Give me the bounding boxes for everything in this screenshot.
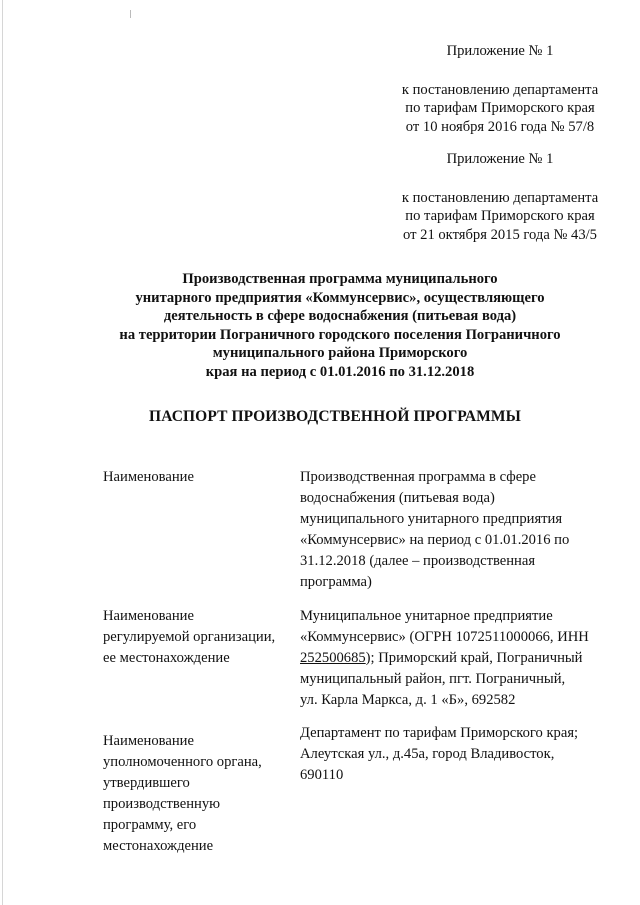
appendix-title: Приложение № 1: [446, 151, 554, 167]
appendix-line: к постановлению департамента: [401, 189, 599, 206]
value-line: ул. Карла Маркса, д. 1 «Б», 692582: [300, 692, 516, 708]
value-line: 31.12.2018 (далее – производственная: [300, 553, 536, 569]
value-line: Производственная программа в сфере: [300, 469, 536, 485]
title-line: унитарного предприятия «Коммунсервис», осуществляющего: [135, 289, 545, 306]
value-line: Алеутская ул., д.45а, город Владивосток,: [300, 746, 555, 762]
row-value-organization: [300, 606, 600, 711]
appendix-line: по тарифам Приморского края: [405, 208, 595, 224]
appendix-title: Приложение № 1: [446, 43, 554, 59]
appendix-line: от 10 ноября 2016 года № 57/8: [405, 118, 595, 135]
row-value-authority: [300, 723, 600, 786]
row-label-organization: [103, 606, 288, 669]
label-line: ее местонахождение: [103, 650, 230, 666]
value-line: «Коммунсервис» (ОГРН 1072511000066, ИНН: [300, 629, 589, 645]
appendix-line: к постановлению департамента: [401, 81, 599, 98]
scan-edge: [2, 0, 3, 905]
label-line: утвердившего: [103, 775, 190, 791]
value-line: муниципальный район, пгт. Пограничный,: [300, 671, 566, 687]
value-line: 690110: [300, 767, 344, 783]
value-line: Департамент по тарифам Приморского края;: [300, 725, 579, 741]
value-line: Муниципальное унитарное предприятие: [300, 608, 553, 624]
label-line: регулируемой организации,: [103, 629, 276, 645]
title-line: края на период с 01.01.2016 по 31.12.2018: [205, 363, 475, 380]
title-line: Производственная программа муниципального: [182, 271, 498, 287]
appendix-line: по тарифам Приморского края: [405, 100, 595, 116]
appendix-block-1: [380, 42, 620, 136]
label-line: уполномоченного органа,: [103, 754, 262, 770]
label-line: местонахождение: [103, 838, 214, 854]
value-line-inn: [300, 648, 600, 669]
appendix-block-2: [380, 150, 620, 244]
passport-heading: ПАСПОРТ ПРОИЗВОДСТВЕННОЙ ПРОГРАММЫ: [149, 408, 521, 425]
label-line: программу, его: [103, 817, 197, 833]
title-line: муниципального района Приморского: [212, 345, 468, 361]
row-label-authority: [103, 731, 288, 857]
scan-mark: [130, 10, 131, 18]
label-line: Наименование: [103, 608, 194, 624]
title-line: деятельность в сфере водоснабжения (питьевая вода): [163, 308, 517, 324]
label-line: Наименование: [103, 733, 194, 749]
label-line: Наименование: [103, 469, 194, 485]
value-line: программа): [300, 574, 372, 590]
value-line: «Коммунсервис» на период с 01.01.2016 по: [300, 532, 570, 548]
title-line: на территории Пограничного городского поселения Пограничного: [119, 326, 561, 343]
document-title: [60, 270, 620, 381]
appendix-line: от 21 октября 2015 года № 43/5: [403, 226, 597, 243]
value-line: муниципального унитарного предприятия: [300, 511, 563, 527]
label-line: производственную: [103, 796, 221, 812]
value-line-rest: ); Приморский край, Пограничный: [365, 650, 583, 666]
row-value-name: [300, 467, 600, 593]
value-line: водоснабжения (питьевая вода): [300, 490, 495, 506]
row-label-name: [103, 467, 288, 488]
inn-underlined: 252500685: [300, 650, 366, 666]
